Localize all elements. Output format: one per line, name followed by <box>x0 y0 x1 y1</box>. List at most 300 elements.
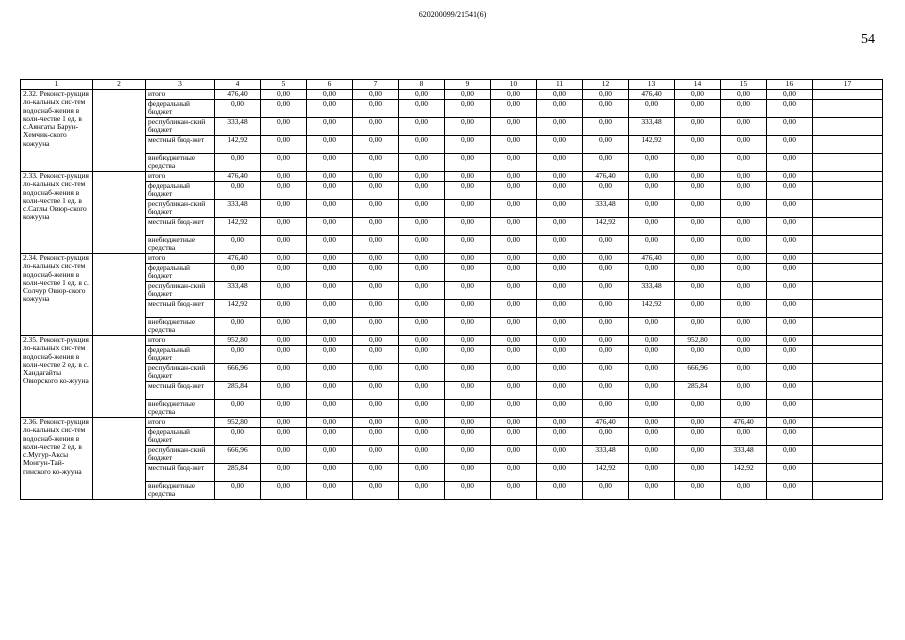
value-cell: 0,00 <box>675 136 721 154</box>
value-cell: 0,00 <box>767 172 813 182</box>
value-cell: 333,48 <box>629 118 675 136</box>
table-row <box>21 336 883 346</box>
value-cell: 0,00 <box>675 172 721 182</box>
value-cell: 0,00 <box>537 264 583 282</box>
value-cell: 0,00 <box>767 446 813 464</box>
value-cell: 0,00 <box>491 446 537 464</box>
column-17-cell <box>813 254 883 264</box>
column-header: 8 <box>399 80 445 90</box>
value-cell: 0,00 <box>307 464 353 482</box>
value-cell: 0,00 <box>445 364 491 382</box>
value-cell: 0,00 <box>583 482 629 500</box>
value-cell: 0,00 <box>445 254 491 264</box>
column-17-cell <box>813 464 883 482</box>
value-cell: 142,92 <box>215 300 261 318</box>
value-cell: 0,00 <box>767 346 813 364</box>
value-cell: 0,00 <box>261 364 307 382</box>
value-cell: 0,00 <box>445 318 491 336</box>
value-cell: 0,00 <box>491 300 537 318</box>
value-cell: 0,00 <box>767 218 813 236</box>
table-row <box>21 400 883 418</box>
value-cell: 0,00 <box>583 236 629 254</box>
value-cell: 0,00 <box>215 182 261 200</box>
value-cell: 0,00 <box>353 336 399 346</box>
funding-source: республикан-ский бюджет <box>146 446 215 464</box>
value-cell: 0,00 <box>399 154 445 172</box>
value-cell: 0,00 <box>583 100 629 118</box>
value-cell: 0,00 <box>399 200 445 218</box>
value-cell: 476,40 <box>629 90 675 100</box>
value-cell: 0,00 <box>537 418 583 428</box>
value-cell: 0,00 <box>675 218 721 236</box>
column-2-cell <box>93 418 146 500</box>
column-17-cell <box>813 182 883 200</box>
value-cell: 0,00 <box>721 154 767 172</box>
value-cell: 0,00 <box>445 300 491 318</box>
column-17-cell <box>813 264 883 282</box>
value-cell: 0,00 <box>629 218 675 236</box>
value-cell: 0,00 <box>583 282 629 300</box>
table-row <box>21 200 883 218</box>
value-cell: 0,00 <box>261 218 307 236</box>
value-cell: 0,00 <box>399 400 445 418</box>
value-cell: 0,00 <box>629 200 675 218</box>
funding-source: федеральный бюджет <box>146 182 215 200</box>
column-17-cell <box>813 136 883 154</box>
table-row <box>21 464 883 482</box>
value-cell: 0,00 <box>767 382 813 400</box>
value-cell: 0,00 <box>767 264 813 282</box>
value-cell: 0,00 <box>537 336 583 346</box>
value-cell: 0,00 <box>537 154 583 172</box>
value-cell: 0,00 <box>491 172 537 182</box>
value-cell: 0,00 <box>537 236 583 254</box>
column-17-cell <box>813 382 883 400</box>
value-cell: 0,00 <box>445 482 491 500</box>
value-cell: 0,00 <box>261 282 307 300</box>
value-cell: 0,00 <box>629 346 675 364</box>
value-cell: 0,00 <box>261 418 307 428</box>
value-cell: 0,00 <box>261 336 307 346</box>
value-cell: 0,00 <box>261 464 307 482</box>
value-cell: 0,00 <box>491 364 537 382</box>
value-cell: 0,00 <box>399 264 445 282</box>
value-cell: 142,92 <box>583 464 629 482</box>
value-cell: 0,00 <box>261 118 307 136</box>
value-cell: 0,00 <box>721 428 767 446</box>
value-cell: 0,00 <box>583 182 629 200</box>
measure-description: 2.34. Реконст-рукция ло-кальных сис-тем водоснаб-жения в коли-честве 1 ед. в с. Солчур Овюр-ского кожууна <box>21 254 93 336</box>
value-cell: 0,00 <box>491 254 537 264</box>
value-cell: 0,00 <box>767 236 813 254</box>
value-cell: 0,00 <box>399 218 445 236</box>
value-cell: 0,00 <box>399 90 445 100</box>
value-cell: 0,00 <box>215 482 261 500</box>
value-cell: 333,48 <box>215 282 261 300</box>
value-cell: 0,00 <box>261 100 307 118</box>
value-cell: 0,00 <box>261 446 307 464</box>
column-header: 1 <box>21 80 93 90</box>
value-cell: 0,00 <box>307 154 353 172</box>
value-cell: 0,00 <box>583 318 629 336</box>
value-cell: 0,00 <box>675 118 721 136</box>
value-cell: 0,00 <box>721 218 767 236</box>
column-17-cell <box>813 318 883 336</box>
value-cell: 0,00 <box>445 418 491 428</box>
value-cell: 0,00 <box>675 236 721 254</box>
column-17-cell <box>813 236 883 254</box>
value-cell: 0,00 <box>767 254 813 264</box>
value-cell: 0,00 <box>215 100 261 118</box>
value-cell: 0,00 <box>721 482 767 500</box>
value-cell: 0,00 <box>491 318 537 336</box>
value-cell: 0,00 <box>767 136 813 154</box>
value-cell: 0,00 <box>353 382 399 400</box>
table-row <box>21 254 883 264</box>
value-cell: 0,00 <box>767 118 813 136</box>
value-cell: 0,00 <box>491 418 537 428</box>
funding-source: местный бюд-жет <box>146 136 215 154</box>
value-cell: 0,00 <box>353 154 399 172</box>
funding-source: местный бюд-жет <box>146 300 215 318</box>
value-cell: 476,40 <box>215 254 261 264</box>
value-cell: 0,00 <box>261 154 307 172</box>
measure-description: 2.32. Реконст-рукция ло-кальных сис-тем водоснаб-жения в коли-честве 1 ед. в с.Аянгаты Барун-Хемчик-ского кожууна <box>21 90 93 172</box>
value-cell: 0,00 <box>491 182 537 200</box>
value-cell: 0,00 <box>721 364 767 382</box>
value-cell: 0,00 <box>629 428 675 446</box>
value-cell: 0,00 <box>353 428 399 446</box>
value-cell: 0,00 <box>767 90 813 100</box>
value-cell: 0,00 <box>629 264 675 282</box>
value-cell: 0,00 <box>307 90 353 100</box>
value-cell: 0,00 <box>675 90 721 100</box>
value-cell: 0,00 <box>491 100 537 118</box>
column-17-cell <box>813 200 883 218</box>
value-cell: 0,00 <box>537 428 583 446</box>
value-cell: 476,40 <box>215 90 261 100</box>
budget-table <box>20 79 883 500</box>
value-cell: 0,00 <box>353 400 399 418</box>
table-row <box>21 218 883 236</box>
value-cell: 0,00 <box>445 100 491 118</box>
value-cell: 0,00 <box>399 336 445 346</box>
value-cell: 0,00 <box>261 136 307 154</box>
value-cell: 0,00 <box>721 282 767 300</box>
funding-source: внебюджетные средства <box>146 236 215 254</box>
value-cell: 0,00 <box>767 100 813 118</box>
value-cell: 0,00 <box>629 236 675 254</box>
column-header: 7 <box>353 80 399 90</box>
value-cell: 0,00 <box>583 364 629 382</box>
value-cell: 0,00 <box>445 172 491 182</box>
value-cell: 0,00 <box>537 464 583 482</box>
funding-source: местный бюд-жет <box>146 382 215 400</box>
value-cell: 0,00 <box>307 100 353 118</box>
value-cell: 0,00 <box>537 346 583 364</box>
value-cell: 0,00 <box>767 282 813 300</box>
value-cell: 0,00 <box>399 136 445 154</box>
column-header: 16 <box>767 80 813 90</box>
value-cell: 0,00 <box>629 418 675 428</box>
column-2-cell <box>93 254 146 336</box>
value-cell: 0,00 <box>629 318 675 336</box>
value-cell: 0,00 <box>721 382 767 400</box>
table-row <box>21 154 883 172</box>
value-cell: 0,00 <box>721 318 767 336</box>
value-cell: 0,00 <box>399 446 445 464</box>
value-cell: 285,84 <box>675 382 721 400</box>
value-cell: 0,00 <box>583 300 629 318</box>
value-cell: 0,00 <box>537 182 583 200</box>
value-cell: 0,00 <box>215 400 261 418</box>
value-cell: 0,00 <box>215 236 261 254</box>
column-header: 5 <box>261 80 307 90</box>
value-cell: 0,00 <box>721 100 767 118</box>
column-17-cell <box>813 154 883 172</box>
funding-source: местный бюд-жет <box>146 218 215 236</box>
value-cell: 666,96 <box>675 364 721 382</box>
value-cell: 0,00 <box>583 400 629 418</box>
value-cell: 0,00 <box>721 336 767 346</box>
funding-source: республикан-ский бюджет <box>146 282 215 300</box>
column-header: 6 <box>307 80 353 90</box>
value-cell: 333,48 <box>721 446 767 464</box>
value-cell: 0,00 <box>675 254 721 264</box>
value-cell: 0,00 <box>491 464 537 482</box>
column-header: 4 <box>215 80 261 90</box>
value-cell: 0,00 <box>261 254 307 264</box>
column-2-cell <box>93 172 146 254</box>
table-row <box>21 382 883 400</box>
value-cell: 0,00 <box>399 172 445 182</box>
column-header: 15 <box>721 80 767 90</box>
column-header: 9 <box>445 80 491 90</box>
value-cell: 0,00 <box>261 482 307 500</box>
value-cell: 0,00 <box>307 218 353 236</box>
value-cell: 0,00 <box>399 118 445 136</box>
value-cell: 0,00 <box>491 218 537 236</box>
column-17-cell <box>813 346 883 364</box>
column-header: 12 <box>583 80 629 90</box>
value-cell: 476,40 <box>629 254 675 264</box>
value-cell: 0,00 <box>399 482 445 500</box>
value-cell: 0,00 <box>629 464 675 482</box>
value-cell: 0,00 <box>721 300 767 318</box>
value-cell: 0,00 <box>307 346 353 364</box>
value-cell: 0,00 <box>353 236 399 254</box>
value-cell: 0,00 <box>445 218 491 236</box>
value-cell: 0,00 <box>629 154 675 172</box>
value-cell: 0,00 <box>307 446 353 464</box>
value-cell: 0,00 <box>721 182 767 200</box>
column-2-cell <box>93 90 146 172</box>
value-cell: 0,00 <box>767 364 813 382</box>
table-row <box>21 318 883 336</box>
value-cell: 0,00 <box>307 428 353 446</box>
value-cell: 0,00 <box>491 200 537 218</box>
value-cell: 0,00 <box>399 346 445 364</box>
column-header: 10 <box>491 80 537 90</box>
value-cell: 0,00 <box>491 482 537 500</box>
value-cell: 0,00 <box>445 382 491 400</box>
value-cell: 0,00 <box>721 254 767 264</box>
value-cell: 0,00 <box>491 118 537 136</box>
value-cell: 0,00 <box>629 336 675 346</box>
funding-source: внебюджетные средства <box>146 482 215 500</box>
funding-source: итого <box>146 90 215 100</box>
table-row <box>21 90 883 100</box>
value-cell: 476,40 <box>215 172 261 182</box>
value-cell: 0,00 <box>583 118 629 136</box>
value-cell: 476,40 <box>721 418 767 428</box>
value-cell: 333,48 <box>629 282 675 300</box>
column-header: 17 <box>813 80 883 90</box>
value-cell: 0,00 <box>445 264 491 282</box>
value-cell: 0,00 <box>721 200 767 218</box>
value-cell: 0,00 <box>215 428 261 446</box>
value-cell: 142,92 <box>215 136 261 154</box>
value-cell: 0,00 <box>261 400 307 418</box>
value-cell: 0,00 <box>399 282 445 300</box>
value-cell: 0,00 <box>445 200 491 218</box>
value-cell: 0,00 <box>353 482 399 500</box>
value-cell: 0,00 <box>445 464 491 482</box>
value-cell: 0,00 <box>537 282 583 300</box>
value-cell: 0,00 <box>353 200 399 218</box>
value-cell: 0,00 <box>675 318 721 336</box>
value-cell: 0,00 <box>767 182 813 200</box>
funding-source: итого <box>146 172 215 182</box>
value-cell: 0,00 <box>353 182 399 200</box>
value-cell: 0,00 <box>261 382 307 400</box>
value-cell: 952,80 <box>215 336 261 346</box>
column-17-cell <box>813 90 883 100</box>
value-cell: 285,84 <box>215 464 261 482</box>
value-cell: 0,00 <box>307 236 353 254</box>
value-cell: 0,00 <box>307 400 353 418</box>
value-cell: 0,00 <box>675 264 721 282</box>
value-cell: 0,00 <box>491 236 537 254</box>
value-cell: 0,00 <box>445 282 491 300</box>
value-cell: 0,00 <box>307 172 353 182</box>
value-cell: 0,00 <box>537 136 583 154</box>
value-cell: 0,00 <box>537 382 583 400</box>
table-row <box>21 182 883 200</box>
value-cell: 0,00 <box>675 400 721 418</box>
column-17-cell <box>813 218 883 236</box>
value-cell: 0,00 <box>353 136 399 154</box>
value-cell: 0,00 <box>307 136 353 154</box>
value-cell: 0,00 <box>353 464 399 482</box>
value-cell: 0,00 <box>445 154 491 172</box>
value-cell: 0,00 <box>261 172 307 182</box>
value-cell: 0,00 <box>399 182 445 200</box>
value-cell: 0,00 <box>767 300 813 318</box>
column-17-cell <box>813 118 883 136</box>
value-cell: 0,00 <box>675 154 721 172</box>
value-cell: 0,00 <box>307 254 353 264</box>
table-row <box>21 172 883 182</box>
column-17-cell <box>813 400 883 418</box>
value-cell: 0,00 <box>721 90 767 100</box>
value-cell: 0,00 <box>767 418 813 428</box>
value-cell: 0,00 <box>675 482 721 500</box>
value-cell: 0,00 <box>537 482 583 500</box>
page-number: 54 <box>861 32 875 47</box>
value-cell: 0,00 <box>445 182 491 200</box>
value-cell: 0,00 <box>399 300 445 318</box>
value-cell: 0,00 <box>307 382 353 400</box>
funding-source: федеральный бюджет <box>146 100 215 118</box>
value-cell: 0,00 <box>767 154 813 172</box>
funding-source: местный бюд-жет <box>146 464 215 482</box>
value-cell: 0,00 <box>583 154 629 172</box>
value-cell: 952,80 <box>675 336 721 346</box>
value-cell: 0,00 <box>353 218 399 236</box>
value-cell: 0,00 <box>353 282 399 300</box>
column-17-cell <box>813 172 883 182</box>
value-cell: 0,00 <box>629 482 675 500</box>
document-code: 620200099/21541(6) <box>418 10 487 19</box>
value-cell: 0,00 <box>307 200 353 218</box>
value-cell: 0,00 <box>583 136 629 154</box>
value-cell: 0,00 <box>353 264 399 282</box>
value-cell: 0,00 <box>399 318 445 336</box>
value-cell: 0,00 <box>767 428 813 446</box>
value-cell: 0,00 <box>491 382 537 400</box>
value-cell: 0,00 <box>353 90 399 100</box>
value-cell: 0,00 <box>537 364 583 382</box>
column-17-cell <box>813 300 883 318</box>
funding-source: республикан-ский бюджет <box>146 364 215 382</box>
value-cell: 0,00 <box>721 118 767 136</box>
value-cell: 0,00 <box>353 346 399 364</box>
value-cell: 0,00 <box>537 318 583 336</box>
value-cell: 0,00 <box>629 182 675 200</box>
value-cell: 0,00 <box>307 118 353 136</box>
value-cell: 0,00 <box>353 254 399 264</box>
value-cell: 0,00 <box>491 400 537 418</box>
value-cell: 0,00 <box>399 364 445 382</box>
value-cell: 0,00 <box>353 118 399 136</box>
value-cell: 0,00 <box>491 282 537 300</box>
value-cell: 0,00 <box>307 418 353 428</box>
funding-source: итого <box>146 336 215 346</box>
funding-source: республикан-ский бюджет <box>146 200 215 218</box>
value-cell: 666,96 <box>215 446 261 464</box>
value-cell: 0,00 <box>307 482 353 500</box>
value-cell: 0,00 <box>767 200 813 218</box>
value-cell: 0,00 <box>675 300 721 318</box>
value-cell: 0,00 <box>261 90 307 100</box>
value-cell: 0,00 <box>445 346 491 364</box>
value-cell: 0,00 <box>353 100 399 118</box>
value-cell: 0,00 <box>399 254 445 264</box>
value-cell: 0,00 <box>675 182 721 200</box>
value-cell: 0,00 <box>675 446 721 464</box>
funding-source: федеральный бюджет <box>146 428 215 446</box>
value-cell: 0,00 <box>583 428 629 446</box>
column-header: 2 <box>93 80 146 90</box>
value-cell: 0,00 <box>629 172 675 182</box>
value-cell: 0,00 <box>721 172 767 182</box>
value-cell: 0,00 <box>261 346 307 364</box>
value-cell: 0,00 <box>675 418 721 428</box>
table-row <box>21 446 883 464</box>
value-cell: 0,00 <box>307 364 353 382</box>
value-cell: 0,00 <box>491 154 537 172</box>
